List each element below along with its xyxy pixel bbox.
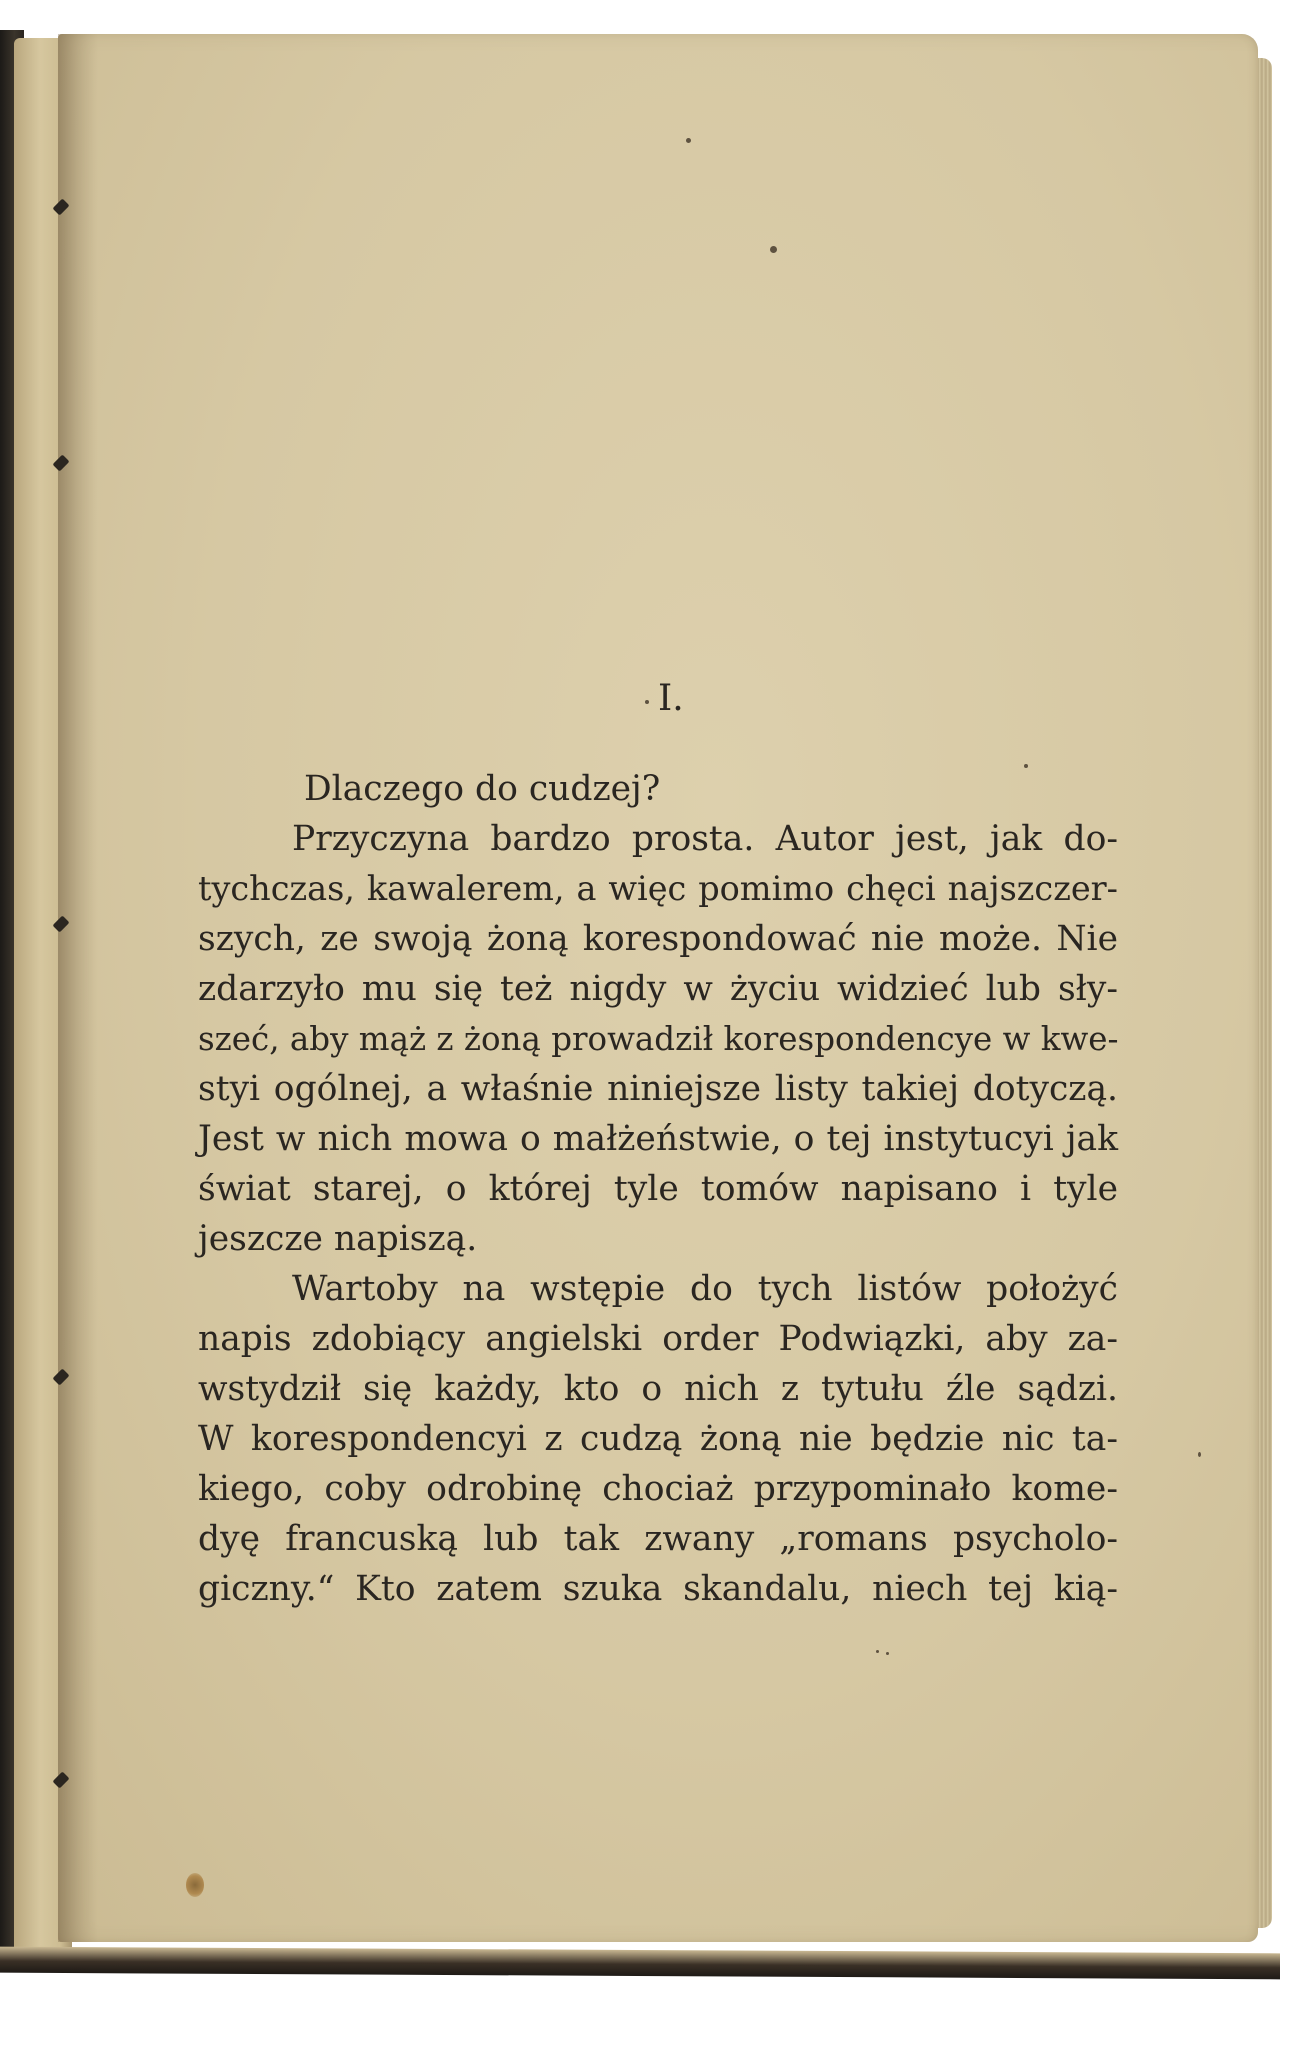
paper-speck xyxy=(886,1652,889,1655)
text-line: Wartoby na wstępie do tych listów położyć xyxy=(292,1269,1118,1309)
text-line: wstydził się każdy, kto o nich z tytułu źle sądzi. xyxy=(198,1369,1118,1409)
gutter-shadow xyxy=(58,34,98,1942)
text-line: dyę francuską lub tak zwany „romans psycholo- xyxy=(198,1519,1118,1559)
body-text xyxy=(198,680,1118,1614)
paper-speck xyxy=(876,1650,879,1653)
text-line: tychczas, kawalerem, a więc pomimo chęci najszczer- xyxy=(198,869,1118,908)
paper-speck xyxy=(1198,1452,1201,1457)
text-line: Przyczyna bardzo prosta. Autor jest, jak do- xyxy=(292,819,1118,859)
text-line: W korespondencyi z cudzą żoną nie będzie nic ta- xyxy=(198,1419,1118,1459)
text-line: kiego, coby odrobinę chociaż przypominało kome- xyxy=(198,1469,1118,1509)
text-line: szeć, aby mąż z żoną prowadził korespondencye w kwe- xyxy=(198,1020,1119,1058)
book-cover-bottom-edge xyxy=(0,1947,1280,1980)
text-line: Dlaczego do cudzej? xyxy=(304,769,661,809)
text-line: jeszcze napiszą. xyxy=(198,1219,478,1259)
text-line: napis zdobiący angielski order Podwiązki, aby za- xyxy=(198,1319,1118,1359)
paper-speck xyxy=(770,246,777,253)
text-line: giczny.“ Kto zatem szuka skandalu, niech tej kią- xyxy=(198,1569,1118,1609)
text-line: szych, ze swoją żoną korespondować nie może. Nie xyxy=(198,919,1118,959)
text-line: Jest w nich mowa o małżeństwie, o tej instytucyi jak xyxy=(198,1119,1118,1159)
paper-stain xyxy=(186,1873,204,1897)
text-line: styi ogólnej, a właśnie niniejsze listy takiej dotyczą. xyxy=(198,1069,1118,1109)
paper-speck xyxy=(686,138,691,143)
chapter-numeral: I. xyxy=(658,678,684,719)
text-line: zdarzyło mu się też nigdy w życiu widzieć lub sły- xyxy=(198,969,1118,1009)
text-line: świat starej, o której tyle tomów napisano i tyle xyxy=(198,1169,1118,1209)
